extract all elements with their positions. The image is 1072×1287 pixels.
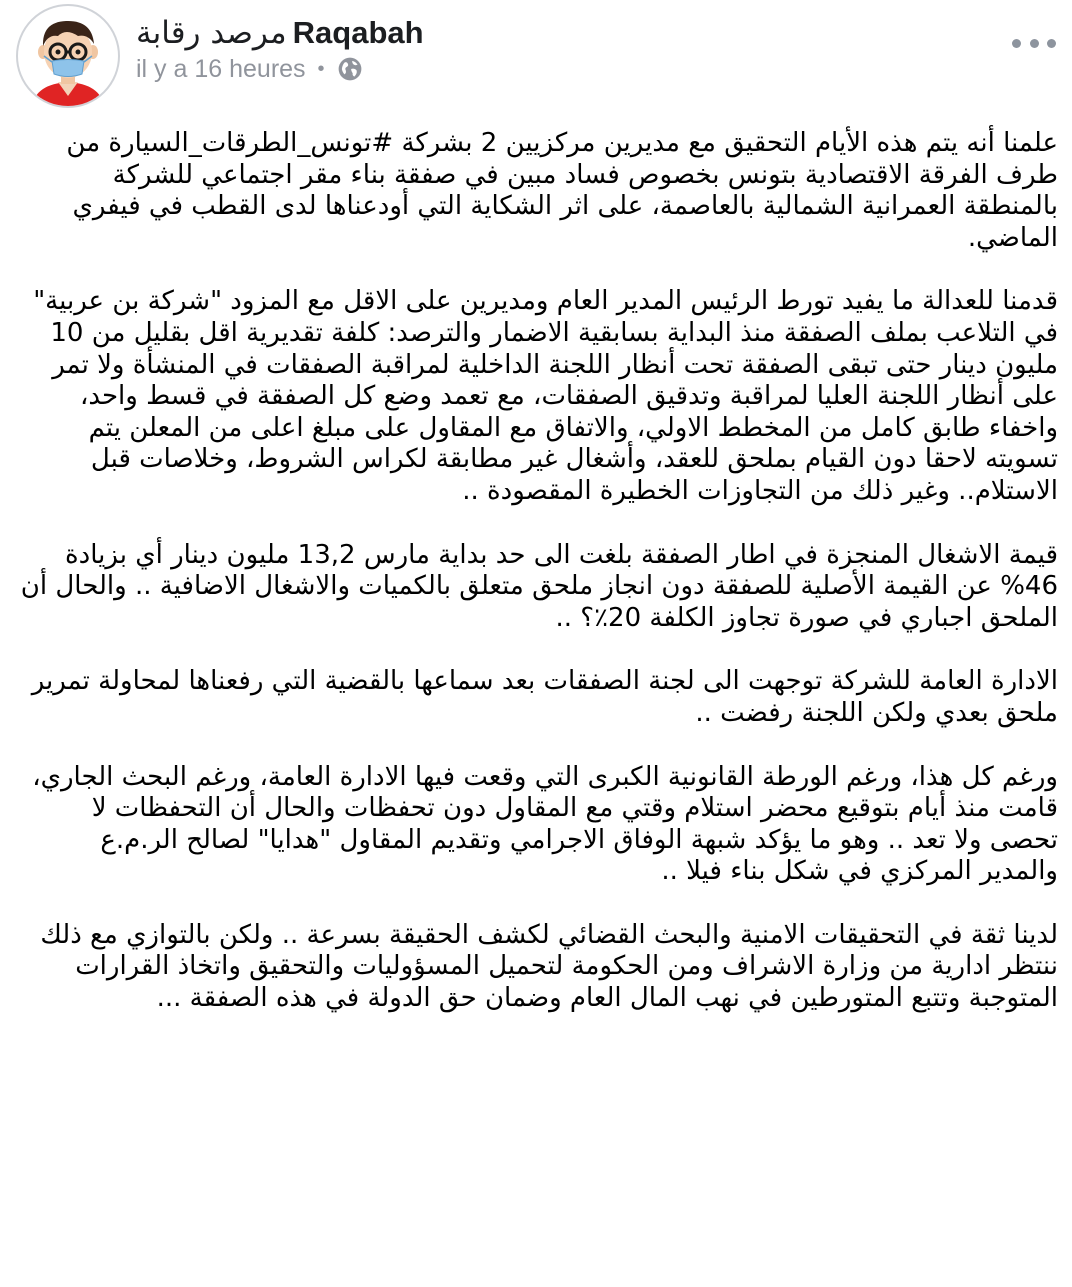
more-dot xyxy=(1012,39,1021,48)
more-dot xyxy=(1047,39,1056,48)
post-body xyxy=(18,128,1058,1015)
more-dots-icon[interactable] xyxy=(1012,30,1056,56)
page-name[interactable]: Raqabah xyxy=(292,15,424,50)
post-timestamp[interactable]: il y a 16 heures xyxy=(136,54,306,83)
cartoon-boy-mask-avatar-icon xyxy=(18,6,118,106)
post-paragraph: الادارة العامة للشركة توجهت الى لجنة الصفقات بعد سماعها بالقضية التي رفعناها لمحاولة تمرير ملحق بعدي ولكن اللجنة رفضت .. xyxy=(31,666,1058,728)
post-paragraph: قيمة الاشغال المنجزة في اطار الصفقة بلغت الى حد بداية مارس 13,2 مليون دينار أي بزيادة 46% عن القيمة الأصلية للصفقة دون انجاز ملحق متعلق بالكميات والاشغال الاضافية .. والحال أن الملحق اجباري في صورة تجاوز الكلفة 20٪؟ .. xyxy=(20,539,1058,633)
page-name-line xyxy=(136,14,424,52)
post-paragraph: لدينا ثقة في التحقيقات الامنية والبحث القضائي لكشف الحقيقة بسرعة .. ولكن بالتوازي مع ذلك ننتظر ادارية من وزارة الاشراف ومن الحكومة لتحميل المسؤوليات والتحقيق واتخاذ القرارات المتوجبة وتتبع المتورطين في نهب المال العام وضمان حق الدولة في هذه الصفقة ... xyxy=(40,919,1058,1014)
post-meta xyxy=(136,54,363,84)
meta-separator: • xyxy=(317,57,325,80)
post-paragraph: ورغم كل هذا، ورغم الورطة القانونية الكبرى التي وقعت فيها الادارة العامة، ورغم البحث الجاري، قامت منذ أيام بتوقيع محضر استلام وقتي مع المقاول دون تحفظات والحال أن التحفظات لا تحصى ولا تعد .. وهو ما يؤكد شبهة الوفاق الاجرامي وتقديم المقاول "هدايا" لصالح الر.م.ع والمدير المركزي في شكل بناء فيلا .. xyxy=(32,761,1058,887)
post-header xyxy=(0,0,1072,110)
post-paragraph: علمنا أنه يتم هذه الأيام التحقيق مع مديرين مركزيين 2 بشركة #تونس_الطرقات_السيارة من طرف الفرقة الاقتصادية بتونس بخصوص فساد مبين في صفقة بناء مقر اجتماعي للشركة بالمنطقة العمرانية الشمالية بالعاصمة، على اثر الشكاية التي أودعناها لدى القطب في فيفري الماضي. xyxy=(66,128,1058,253)
page-subname[interactable]: مرصد رقابة xyxy=(136,15,287,51)
page-avatar[interactable] xyxy=(16,4,120,108)
post-paragraph: قدمنا للعدالة ما يفيد تورط الرئيس المدير العام ومديرين على الاقل مع المزود "شركة بن عربية" في التلاعب بملف الصفقة منذ البداية بسابقية الاضمار والترصد: كلفة تقديرية اقل بقليل من 10 مليون دينار حتى تبقى الصفقة تحت أنظار اللجنة الداخلية لمراقبة الصفقات في المنشأة ولا تمر على أنظار اللجنة العليا لمراقبة وتدقيق الصفقات، مع تعمد وضع كل الصفقة في قسط واحد، واخفاء طابق كامل من المخطط الاولي، والاتفاق مع المقاول على مبلغ اعلى من المعلن يتم تسويته لاحقا دون القيام بملحق للعقد، وأشغال غير مطابقة لكراس الشروط، وخلاصات قبل الاستلام.. وغير ذلك من التجاوزات الخطيرة المقصودة .. xyxy=(33,286,1058,506)
more-dot xyxy=(1030,39,1039,48)
globe-icon[interactable] xyxy=(337,56,363,82)
